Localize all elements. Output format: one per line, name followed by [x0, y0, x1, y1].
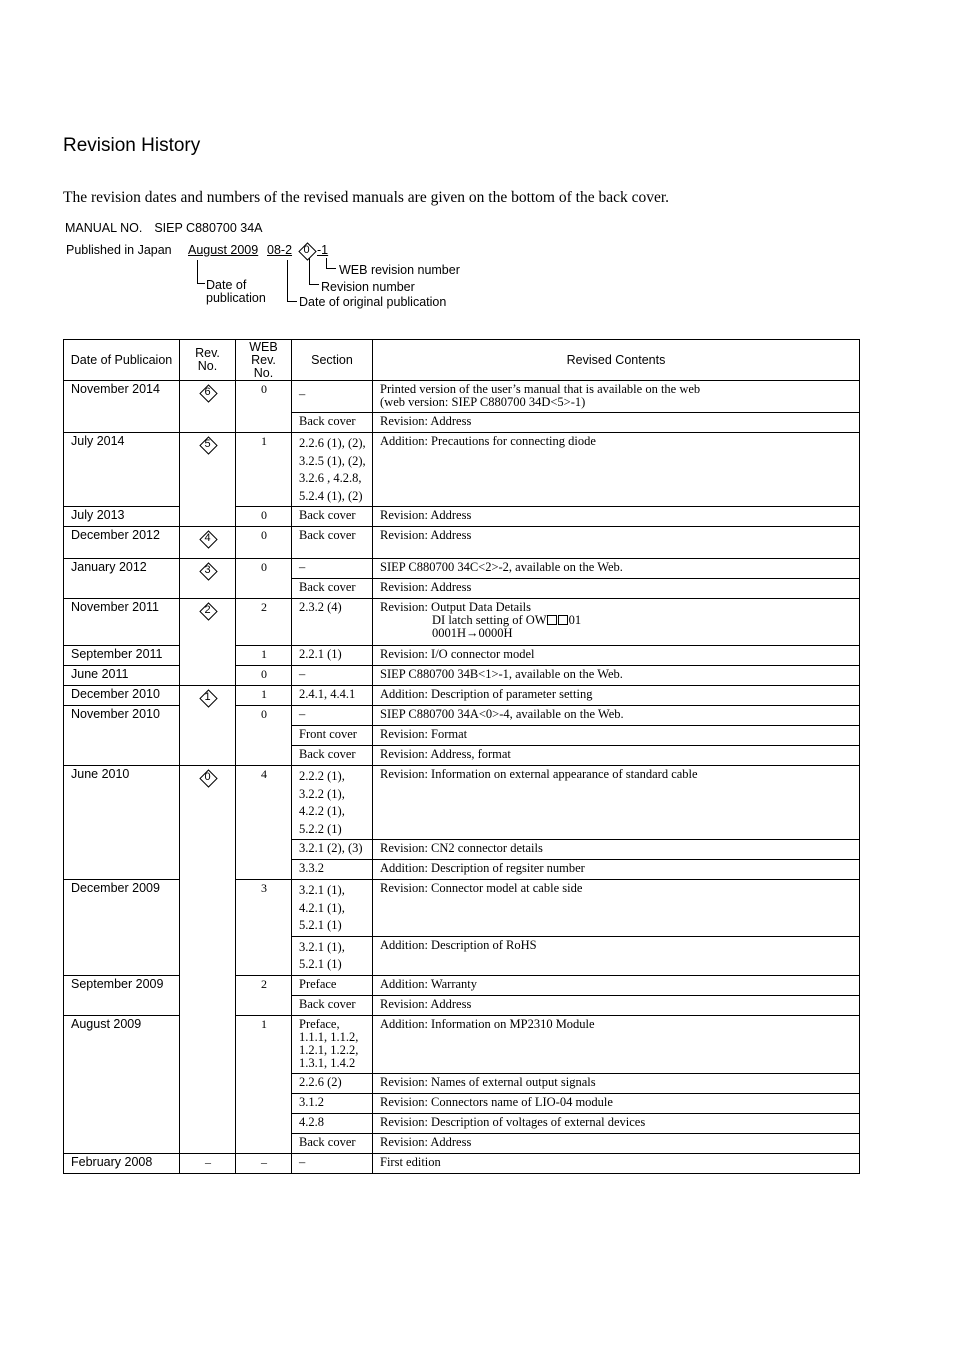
rev-cell — [180, 686, 236, 766]
orig-bracket — [287, 260, 297, 302]
revision-table — [63, 339, 860, 1174]
rev-cell — [180, 381, 236, 433]
web-rev-cell: 2 — [236, 599, 292, 646]
section-cell: Preface, 1.1.1, 1.1.2, 1.2.1, 1.2.2, 1.3.1, 1.4.2 — [292, 1015, 373, 1073]
row-date: June 2011 — [64, 666, 180, 686]
section-cell: 3.2.1 (1), 5.2.1 (1) — [292, 936, 373, 975]
web-rev-cell: 0 — [236, 507, 292, 527]
legend-rev: Revision number — [321, 280, 415, 294]
header-web — [236, 340, 292, 381]
rev-bracket — [309, 258, 319, 285]
contents-cell: Revision: Address, format — [373, 746, 860, 766]
contents-cell: Revision: Address — [373, 995, 860, 1015]
web-rev-cell: 0 — [236, 381, 292, 433]
contents-cell: SIEP C880700 34B<1>-1, available on the Web. — [373, 666, 860, 686]
pub-code: 08-2 — [267, 243, 293, 257]
contents-cell: Revision: Output Data Details DI latch setting of OW 01 0001H→0000H — [373, 599, 860, 646]
rev-diamond-icon: 2 — [199, 602, 216, 619]
row-date: January 2012 — [64, 559, 180, 599]
row-date: June 2010 — [64, 766, 180, 880]
manual-number — [65, 221, 263, 235]
table-header-row — [64, 340, 860, 381]
table-row — [64, 527, 860, 559]
row-date: September 2009 — [64, 975, 180, 1015]
manual-number-value: SIEP C880700 34A — [154, 221, 263, 235]
contents-cell: SIEP C880700 34C<2>-2, available on the Web. — [373, 559, 860, 579]
section-cell: 2.2.1 (1) — [292, 646, 373, 666]
section-cell: Back cover — [292, 507, 373, 527]
web-rev-cell: – — [236, 1153, 292, 1173]
contents-cell: Addition: Description of regsiter number — [373, 860, 860, 880]
table-row — [64, 381, 860, 413]
contents-cell: Revision: Connector model at cable side — [373, 880, 860, 937]
contents-cell: SIEP C880700 34A<0>-4, available on the Web. — [373, 706, 860, 726]
web-rev-cell: 1 — [236, 646, 292, 666]
section-cell: – — [292, 559, 373, 579]
web-rev-cell: 0 — [236, 559, 292, 599]
section-cell: 3.1.2 — [292, 1093, 373, 1113]
section-cell: Back cover — [292, 1133, 373, 1153]
rev-cell — [180, 766, 236, 1154]
rev-diamond-icon: 1 — [199, 689, 216, 706]
contents-cell: Addition: Precautions for connecting diode — [373, 433, 860, 507]
contents-cell: Printed version of the user’s manual that is available on the web (web version: SIEP C880700 34D<5>-1) — [373, 381, 860, 413]
section-cell: Front cover — [292, 726, 373, 746]
row-date: November 2014 — [64, 381, 180, 433]
date-bracket — [197, 260, 205, 284]
section-cell: – — [292, 666, 373, 686]
contents-cell: Revision: CN2 connector details — [373, 840, 860, 860]
rev-diamond-icon: 5 — [199, 436, 216, 453]
contents-cell: Revision: Connectors name of LIO-04 module — [373, 1093, 860, 1113]
contents-cell: Revision: Address — [373, 1133, 860, 1153]
table-row — [64, 1153, 860, 1173]
contents-cell: First edition — [373, 1153, 860, 1173]
row-date: September 2011 — [64, 646, 180, 666]
header-rev-label: Rev. No. — [195, 346, 220, 373]
header-web-label: WEB Rev. No. — [249, 339, 278, 380]
header-contents: Revised Contents — [373, 340, 860, 381]
table-row — [64, 433, 860, 507]
section-cell: 2.4.1, 4.4.1 — [292, 686, 373, 706]
table-row — [64, 766, 860, 840]
section-cell: 2.2.6 (2) — [292, 1073, 373, 1093]
section-cell: – — [292, 1153, 373, 1173]
web-rev-cell: 1 — [236, 433, 292, 507]
web-rev-cell: 1 — [236, 1015, 292, 1153]
contents-cell: Revision: Description of voltages of external devices — [373, 1113, 860, 1133]
rev-cell — [180, 433, 236, 527]
rev-diamond-icon: 0 — [199, 769, 216, 786]
contents-cell: Revision: Information on external appearance of standard cable — [373, 766, 860, 840]
row-date: February 2008 — [64, 1153, 180, 1173]
table-row — [64, 686, 860, 706]
row-date: November 2010 — [64, 706, 180, 766]
section-cell: 3.2.1 (1), 4.2.1 (1), 5.2.1 (1) — [292, 880, 373, 937]
legend-date-1: Date of — [206, 278, 247, 292]
legend-orig: Date of original publication — [299, 295, 447, 309]
pub-date: August 2009 — [188, 243, 259, 257]
section-cell: 2.2.6 (1), (2), 3.2.5 (1), (2), 3.2.6 , 4.2.8, 5.2.4 (1), (2) — [292, 433, 373, 507]
contents-cell: Revision: Names of external output signals — [373, 1073, 860, 1093]
web-rev-cell: 1 — [236, 686, 292, 706]
section-cell: – — [292, 381, 373, 413]
header-rev — [180, 340, 236, 381]
rev-diamond-icon: 6 — [199, 384, 216, 401]
pub-web: -1 — [317, 243, 329, 257]
rev-cell: – — [180, 1153, 236, 1173]
section-cell: Back cover — [292, 527, 373, 559]
section-cell: 3.2.1 (2), (3) — [292, 840, 373, 860]
web-rev-cell: 2 — [236, 975, 292, 1015]
section-cell: 2.3.2 (4) — [292, 599, 373, 646]
contents-cell: Revision: Address — [373, 413, 860, 433]
contents-cell: Addition: Description of parameter setting — [373, 686, 860, 706]
rev-cell — [180, 559, 236, 599]
contents-cell: Revision: Format — [373, 726, 860, 746]
page-title: Revision History — [63, 135, 201, 156]
contents-cell: Revision: I/O connector model — [373, 646, 860, 666]
header-date: Date of Publicaion — [64, 340, 180, 381]
web-rev-cell: 3 — [236, 880, 292, 976]
placeholder-box-icon — [558, 615, 568, 625]
placeholder-box-icon — [547, 615, 557, 625]
intro-text: The revision dates and numbers of the revised manuals are given on the bottom of the back cover. — [63, 189, 670, 206]
published-label: Published in Japan — [66, 243, 172, 257]
legend-date-2: publication — [206, 291, 266, 305]
web-bracket — [326, 258, 336, 269]
contents-cell: Addition: Warranty — [373, 975, 860, 995]
row-date: August 2009 — [64, 1015, 180, 1153]
table-row — [64, 599, 860, 646]
legend-web: WEB revision number — [339, 263, 460, 277]
header-section: Section — [292, 340, 373, 381]
rev-cell — [180, 527, 236, 559]
section-cell: 2.2.2 (1), 3.2.2 (1), 4.2.2 (1), 5.2.2 (1) — [292, 766, 373, 840]
section-cell: Back cover — [292, 579, 373, 599]
rev-diamond-icon: 4 — [199, 530, 216, 547]
table-row — [64, 559, 860, 579]
pub-rev-diamond: 0 — [298, 242, 315, 259]
web-rev-cell: 0 — [236, 706, 292, 766]
section-cell: – — [292, 706, 373, 726]
contents-cell: Revision: Address — [373, 579, 860, 599]
row-date: December 2009 — [64, 880, 180, 976]
rev-cell — [180, 599, 236, 686]
section-cell: Preface — [292, 975, 373, 995]
contents-cell: Revision: Address — [373, 527, 860, 559]
section-cell: Back cover — [292, 413, 373, 433]
row-date: December 2012 — [64, 527, 180, 559]
section-cell: Back cover — [292, 995, 373, 1015]
section-cell: 4.2.8 — [292, 1113, 373, 1133]
web-rev-cell: 4 — [236, 766, 292, 880]
section-cell: 3.3.2 — [292, 860, 373, 880]
row-date: November 2011 — [64, 599, 180, 646]
contents-cell: Addition: Description of RoHS — [373, 936, 860, 975]
row-date: July 2014 — [64, 433, 180, 507]
web-rev-cell: 0 — [236, 527, 292, 559]
rev-diamond-icon: 3 — [199, 562, 216, 579]
section-cell: Back cover — [292, 746, 373, 766]
web-rev-cell: 0 — [236, 666, 292, 686]
contents-cell: Revision: Address — [373, 507, 860, 527]
row-date: December 2010 — [64, 686, 180, 706]
contents-cell: Addition: Information on MP2310 Module — [373, 1015, 860, 1073]
manual-number-label: MANUAL NO. — [65, 221, 143, 235]
row-date: July 2013 — [64, 507, 180, 527]
